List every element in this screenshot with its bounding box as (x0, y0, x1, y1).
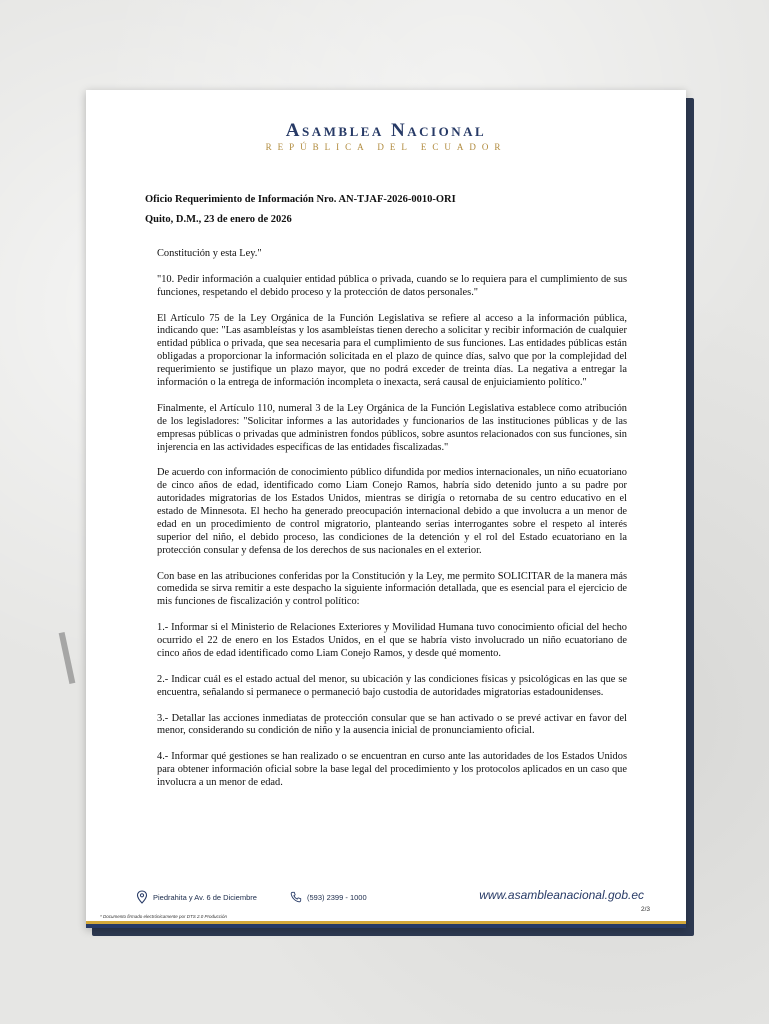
paragraph: Finalmente, el Artículo 110, numeral 3 de la Ley Orgánica de la Función Legislativa establece como atribución de los legisladores: "Solicitar informes a las autoridades y funcionarios de las instituciones públicas y de las empresas públicas o privadas que administren fondos públicos, sobre asuntos relacionados con sus funciones, sin injerencia en las actividades específicas de las entidades fiscalizadas." (157, 402, 627, 453)
footer-stripe-navy (86, 924, 686, 928)
list-item: 3.- Detallar las acciones inmediatas de protección consular que se han activado o se prevé activar en favor del menor, considerando su condición de niño y la ausencia inicial de pronunciamiento oficial. (157, 712, 627, 737)
footer-address (136, 890, 257, 904)
website-link[interactable]: www.asambleanacional.gob.ec (479, 888, 644, 902)
paragraph: De acuerdo con información de conocimiento público difundida por medios internacionales, un niño ecuatoriano de cinco años de edad, identificado como Liam Conejo Ramos, habría sido detenido junto a su padre por autoridades migratorias de los Estados Unidos, mientras se dirigía o retornaba de su centro educativo en el estado de Minnesota. El hecho ha generado preocupación internacional debido a que involucra a un menor de edad en un procedimiento de control migratorio, planteando serias interrogantes sobre el respeto al interés superior del niño, el debido proceso, las condiciones de la detención y el rol del Estado ecuatoriano en la protección consular y defensa de los derechos de sus nacionales en el exterior. (157, 467, 627, 556)
phone-icon (290, 890, 302, 904)
date-line: Quito, D.M., 23 de enero de 2026 (145, 214, 292, 225)
reference-number: Oficio Requerimiento de Información Nro. AN-TJAF-2026-0010-ORI (145, 194, 456, 205)
page-number: 2/3 (640, 906, 650, 913)
address-text: Piedrahita y Av. 6 de Diciembre (153, 892, 257, 902)
paragraph: Con base en las atribuciones conferidas por la Constitución y la Ley, me permito SOLICITAR de la manera más comedida se sirva remitir a este despacho la siguiente información detallada, que es esencial para el ejercicio de mis funciones de fiscalización y control político: (157, 570, 627, 608)
list-item: 1.- Informar si el Ministerio de Relaciones Exteriores y Movilidad Humana tuvo conocimiento oficial del hecho ocurrido el 22 de enero en los Estados Unidos, en el que se habría visto involucrado un niño ecuatoriano de cinco años de edad identificado como Liam Conejo Ramos, y desde qué momento. (157, 622, 627, 659)
footer-phone (290, 890, 367, 904)
document-body (157, 248, 627, 803)
list-item: 2.- Indicar cuál es el estado actual del menor, su ubicación y las condiciones físicas y psicológicas en las que se encuentra, señalando si permanece o permaneció bajo custodia de autoridades migratorias estadounidenses. (157, 673, 627, 698)
paragraph: Constitución y esta Ley." (157, 248, 262, 259)
phone-text: (593) 2399 - 1000 (307, 892, 367, 902)
signature-note: * Documento firmado electrónicamente por DTS 2.0 Producción (100, 914, 228, 919)
list-item: 4.- Informar qué gestiones se han realizado o se encuentran en curso ante las autoridades de los Estados Unidos para obtener información oficial sobre la base legal del procedimiento y los protocolos aplicados en un caso que involucra a un menor de edad. (157, 751, 627, 789)
institution-subtitle: REPÚBLICA DEL ECUADOR (265, 142, 507, 152)
document-page (86, 90, 686, 928)
background-scratch (59, 632, 76, 684)
institution-title: Asamblea Nacional (285, 120, 487, 141)
paragraph: "10. Pedir información a cualquier entidad pública o privada, cuando se lo requiera para el cumplimiento de sus funciones, respetando el debido proceso y la protección de datos personales." (157, 273, 627, 298)
paragraph: El Artículo 75 de la Ley Orgánica de la Función Legislativa se refiere al acceso a la información pública, indicando que: "Las asambleístas y los asambleístas tienen derecho a solicitar y recibir información de cualquier entidad pública o privada, que sea necesaria para el cumplimiento de sus funciones. Las entidades públicas están obligadas a proporcionar la información solicitada en el plazo de quince días, salvo que por la complejidad del requerimiento se justifique un plazo mayor, que no podrá exceder de treinta días. La negativa a entregar la información o la entrega de información incompleta o inexacta, será causal de enjuiciamiento político." (157, 312, 627, 389)
location-pin-icon (136, 890, 148, 904)
